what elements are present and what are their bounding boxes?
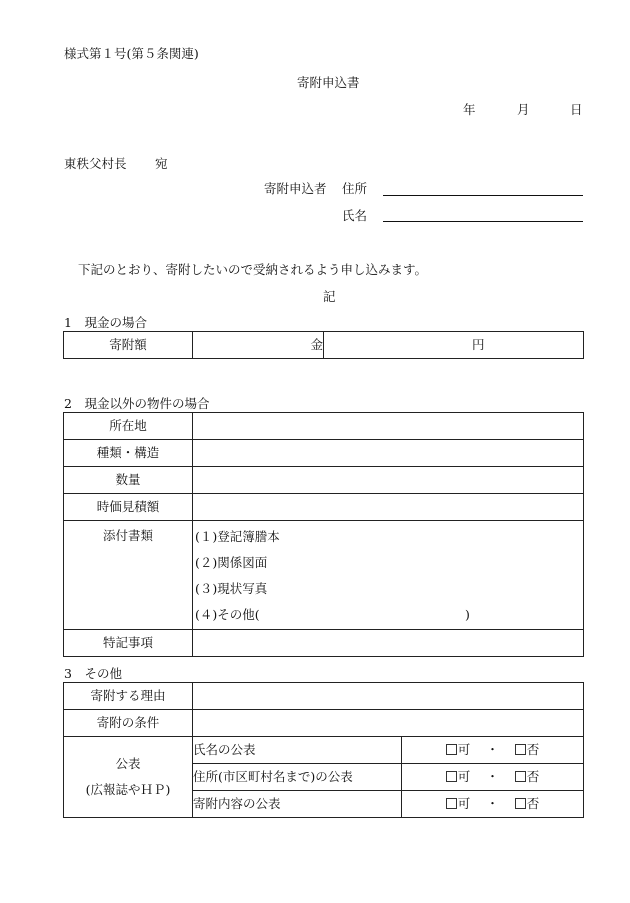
reason-label: 寄附する理由 [64, 683, 193, 710]
section2-heading: 2 現金以外の物件の場合 [64, 396, 210, 411]
section3-heading: 3 その他 [64, 666, 122, 681]
date-day-label: 日 [570, 102, 583, 117]
reason-field[interactable] [193, 683, 584, 710]
address-label: 住所 [342, 181, 368, 196]
date-month-label: 月 [517, 102, 530, 117]
attachment-item: (１)登記簿謄本 [195, 529, 280, 544]
date-year-label: 年 [463, 102, 476, 117]
form-number: 様式第１号(第５条関連) [64, 46, 199, 61]
conditions-field[interactable] [193, 710, 584, 737]
remarks-field[interactable] [193, 630, 584, 657]
no-option[interactable]: 否 [515, 771, 540, 784]
publication-label-cell [64, 737, 193, 818]
separator: ・ [486, 795, 499, 811]
attachments-cell [193, 521, 584, 630]
other-table [63, 682, 584, 818]
quantity-field[interactable] [193, 467, 584, 494]
remarks-label: 特記事項 [64, 630, 193, 657]
no-option[interactable]: 否 [515, 744, 540, 757]
section1-heading: 1 現金の場合 [64, 315, 147, 330]
ki-heading: 記 [323, 289, 336, 304]
no-option[interactable]: 否 [515, 798, 540, 811]
estimated-value-field[interactable] [193, 494, 584, 521]
conditions-label: 寄附の条件 [64, 710, 193, 737]
publication-item: 寄附内容の公表 [193, 791, 402, 818]
amount-yen-cell[interactable] [324, 332, 584, 359]
amount-field[interactable] [193, 332, 324, 359]
honorific: 宛 [155, 156, 168, 171]
addressee: 東秩父村長 [64, 156, 127, 171]
applicant-label: 寄附申込者 [264, 181, 327, 196]
checkbox-icon[interactable] [446, 798, 457, 809]
quantity-label: 数量 [64, 467, 193, 494]
type-structure-label: 種類・構造 [64, 440, 193, 467]
type-structure-field[interactable] [193, 440, 584, 467]
separator: ・ [486, 741, 499, 757]
property-table [63, 412, 584, 657]
separator: ・ [486, 768, 499, 784]
publication-item: 氏名の公表 [193, 737, 402, 764]
publication-item: 住所(市区町村名まで)の公表 [193, 764, 402, 791]
cash-table [63, 331, 584, 359]
yes-option[interactable]: 可 [446, 798, 471, 811]
estimated-value-label: 時価見積額 [64, 494, 193, 521]
publication-media: (広報誌やＨＰ) [85, 782, 171, 797]
yen-label: 円 [472, 336, 485, 352]
name-label: 氏名 [342, 208, 368, 223]
address-field[interactable] [383, 195, 583, 196]
publication-choice [402, 791, 584, 818]
intro-text: 下記のとおり、寄附したいので受納されるよう申し込みます。 [78, 262, 428, 277]
yes-option[interactable]: 可 [446, 771, 471, 784]
location-label: 所在地 [64, 413, 193, 440]
kin-label: 金 [310, 336, 323, 352]
donation-amount-label: 寄附額 [64, 332, 193, 359]
publication-label: 公表 [115, 755, 141, 771]
location-field[interactable] [193, 413, 584, 440]
checkbox-icon[interactable] [515, 798, 526, 809]
publication-choice [402, 737, 584, 764]
checkbox-icon[interactable] [515, 771, 526, 782]
attachments-label: 添付書類 [64, 521, 193, 630]
checkbox-icon[interactable] [515, 744, 526, 755]
checkbox-icon[interactable] [446, 771, 457, 782]
checkbox-icon[interactable] [446, 744, 457, 755]
attachment-item: (２)関係図面 [195, 555, 268, 570]
attachment-item: (３)現状写真 [195, 581, 268, 596]
attachment-close-paren: ) [465, 607, 470, 622]
name-field[interactable] [383, 221, 583, 222]
yes-option[interactable]: 可 [446, 744, 471, 757]
publication-choice [402, 764, 584, 791]
attachment-item: (４)その他( [195, 607, 260, 622]
form-title: 寄附申込書 [297, 75, 360, 90]
